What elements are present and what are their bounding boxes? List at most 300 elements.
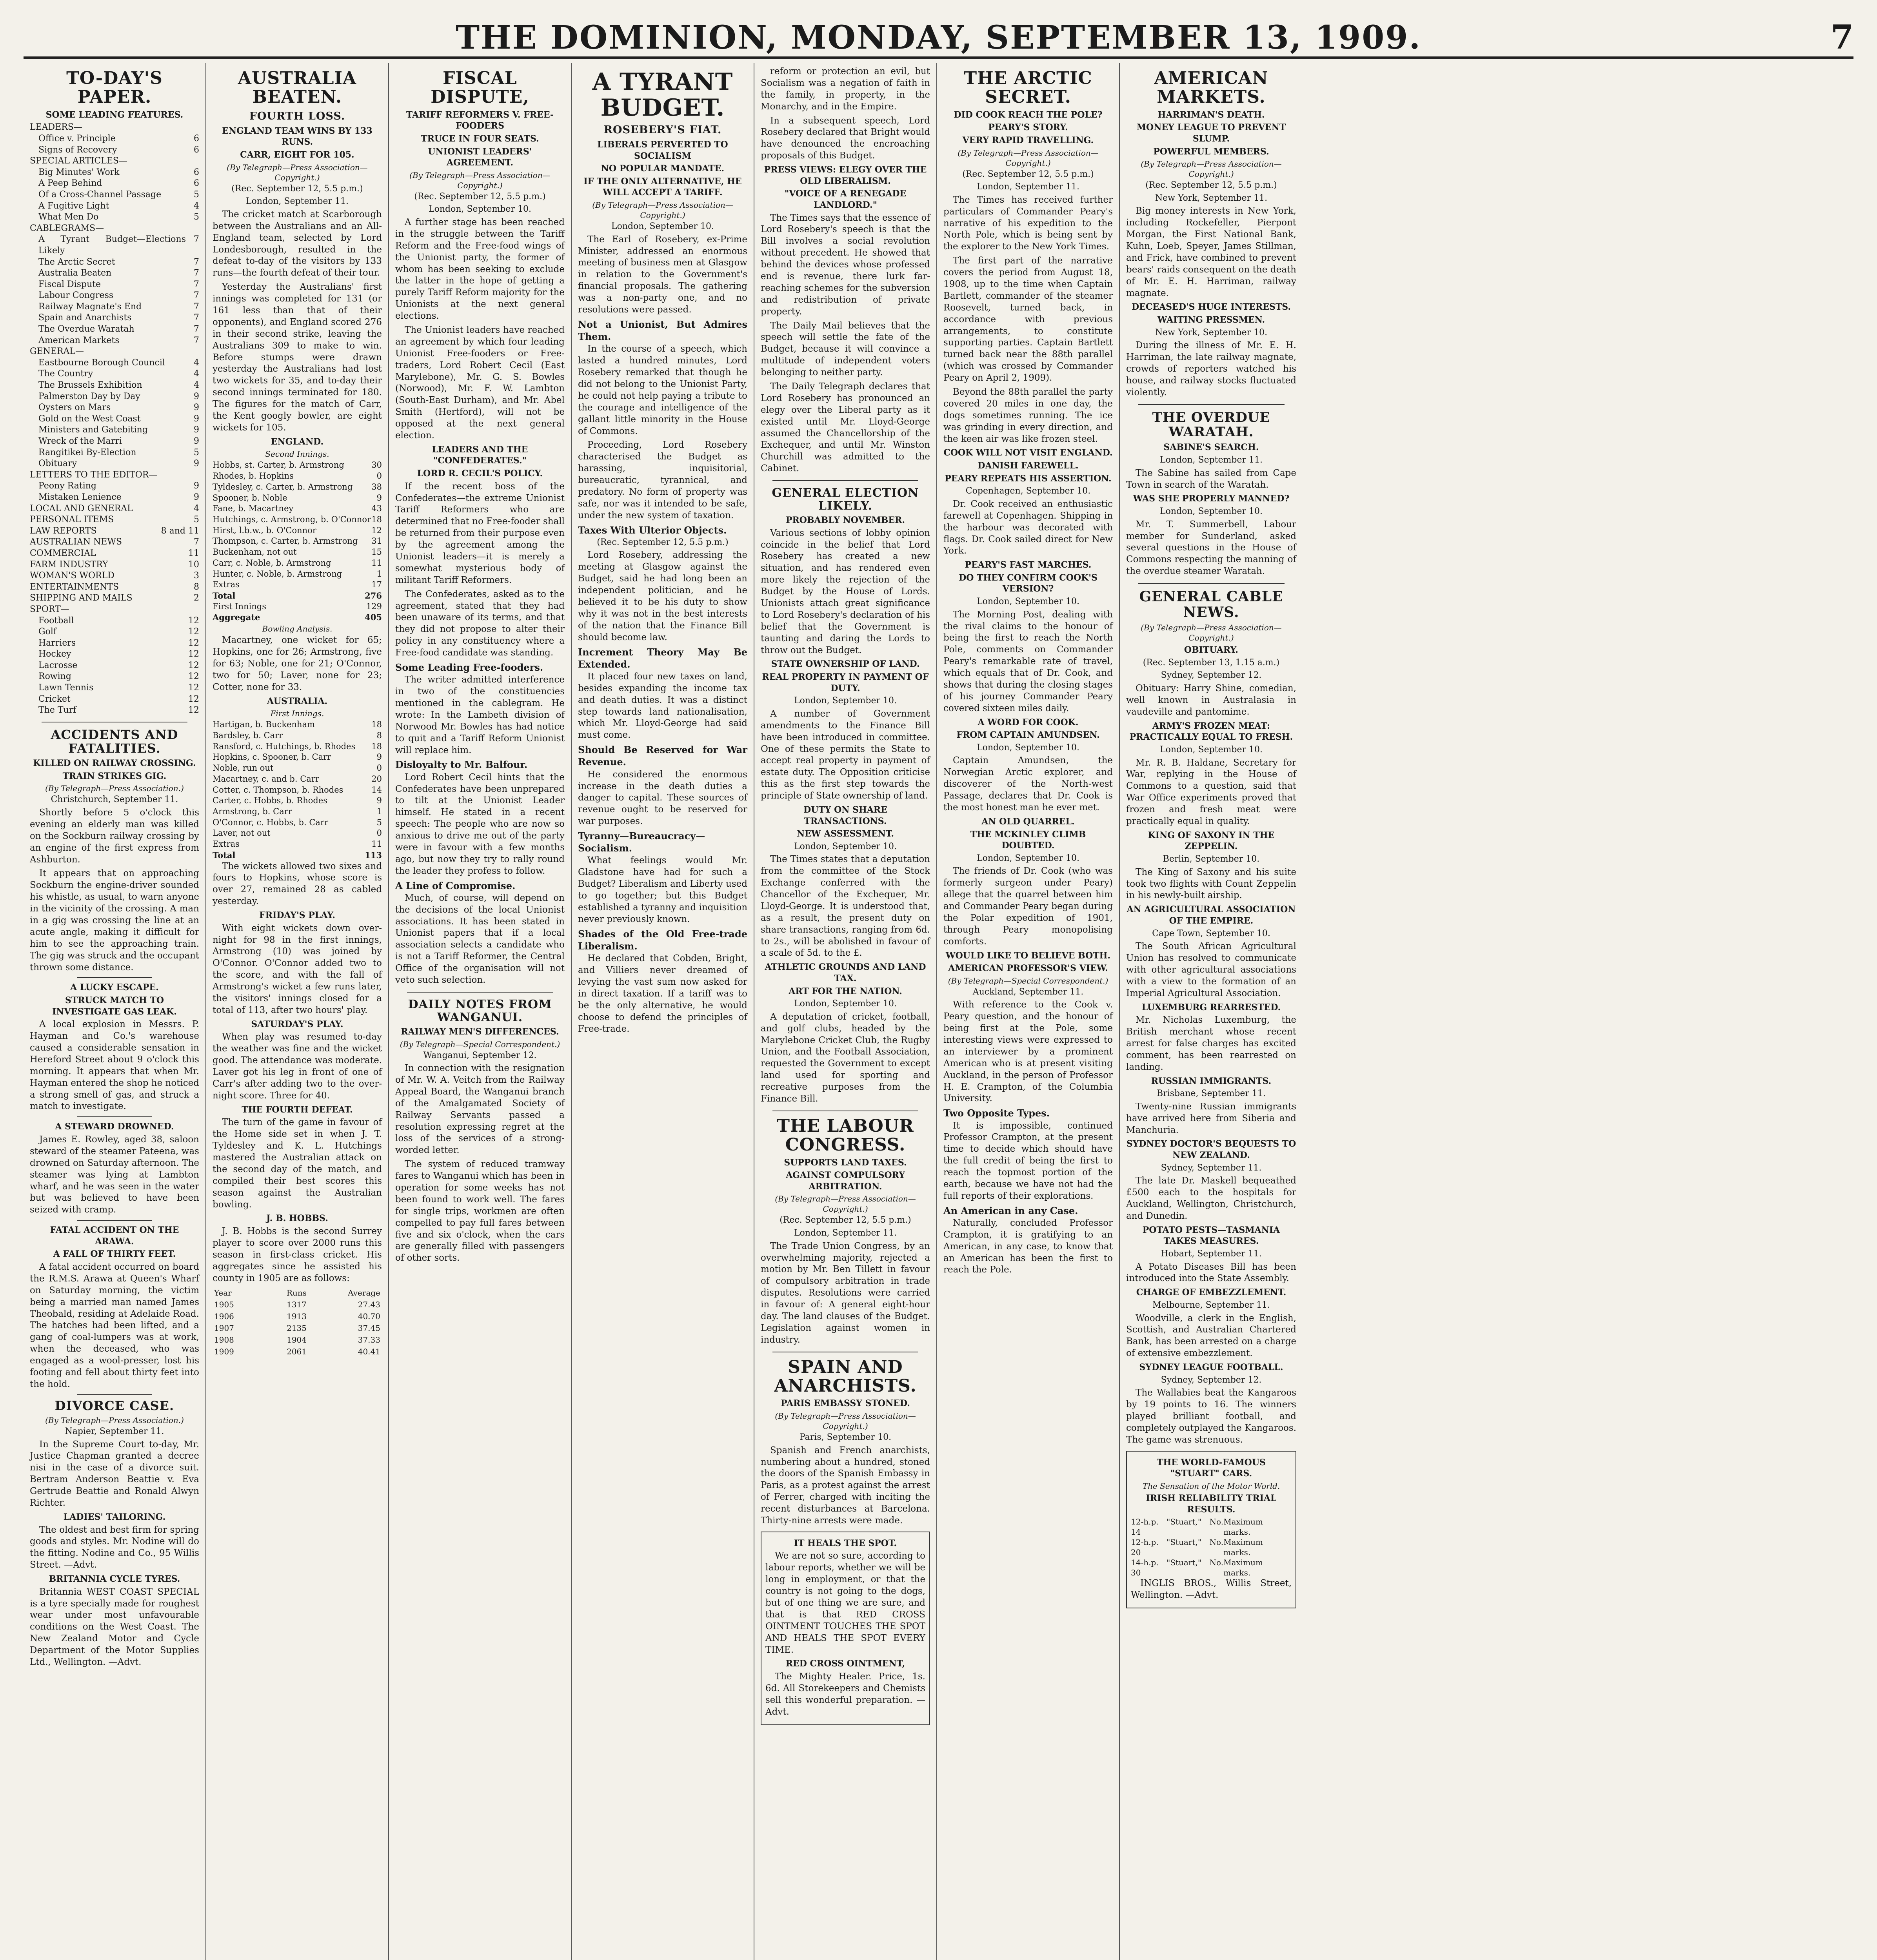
steward-headline: A STEWARD DROWNED. <box>55 1122 174 1132</box>
toc-item-label: Ministers and Gatebiting <box>38 425 148 435</box>
table-cell: 37.33 <box>358 1335 380 1345</box>
toc-item-page: 4 <box>194 369 199 379</box>
toc-item-label: PERSONAL ITEMS <box>30 515 114 525</box>
saturday-headline: SATURDAY'S PLAY. <box>251 1019 343 1029</box>
arctic-headline: THE ARCTIC SECRET. <box>964 68 1092 107</box>
toc-item-page: 9 <box>194 391 199 401</box>
labour-sub2: AGAINST COMPULSORY ARBITRATION. <box>786 1170 905 1192</box>
budget-section: Not a Unionist, But Admires Them. <box>578 318 747 343</box>
toc-item-label: SPECIAL ARTICLES— <box>30 156 127 166</box>
accidents-sub: KILLED ON RAILWAY CROSSING. <box>33 758 196 769</box>
score-line <box>213 525 382 536</box>
paragraph: Woodville, a clerk in the English, Scottish, and Australian Chartered Bank, has been arrested on a charge of extensive embezzlement. <box>1126 1313 1296 1359</box>
paragraph: Naturally, concluded Professor Crampton, it is gratifying to an American, in any case, to know that an American has been the first to reach the Pole. <box>943 1218 1113 1275</box>
result-marks: Maximum marks. <box>1223 1537 1263 1557</box>
toc-item <box>30 133 199 145</box>
share-duty-loc: London, September 10. <box>794 841 897 851</box>
paragraph: Twenty-nine Russian immigrants have arrived here from Siberia and Manchuria. <box>1126 1101 1296 1135</box>
australia-sub3: CARR, EIGHT FOR 105. <box>240 150 354 160</box>
batsman: Cotter, c. Thompson, b. Rhodes <box>213 785 343 795</box>
toc-item <box>30 638 199 649</box>
batsman: Armstrong, b. Carr <box>213 806 292 816</box>
runs: 43 <box>371 504 382 514</box>
toc-item-page: 6 <box>194 167 199 177</box>
table-row <box>213 1310 382 1322</box>
toc-item-label: Wreck of the Marri <box>38 436 122 446</box>
paragraph: In connection with the resignation of Mr. W. A. Veitch from the Railway Appeal Board, the Wanganui branch of the Amalgamated Society of Railway Servants passed a resolution expressing regret at the loss of the services of a strong-worded letter. <box>395 1063 565 1156</box>
paragraph: If the recent boss of the Confederates—the extreme Unionist Tariff Reformers who are determined that no Free-fooder shall be returned from their purpose even by the agreement among the Unionist leaders—it is merely a somewhat mysterious body of militant Tariff Reformers. <box>395 481 565 585</box>
paragraph: Much, of course, will depend on the decisions of the local Unionist associations. It has been stated in Unionist papers that if a local association selects a candidate who is not a Tariff Reformer, the Central Office of the organisation will not veto such selection. <box>395 893 565 985</box>
paragraph: The Sabine has sailed from Cape Town in search of the Waratah. <box>1126 468 1296 490</box>
wanganui-headline: DAILY NOTES FROM WANGANUI. <box>408 997 552 1024</box>
toc-item <box>30 682 199 694</box>
toc-item-label: Obituary <box>38 459 77 469</box>
paragraph: J. B. Hobbs is the second Surrey player to score over 2000 runs this season in first-class cricket. His aggregates since he assisted his county in 1905 are as follows: <box>213 1226 382 1283</box>
paragraph: Spanish and French anarchists, numbering about a hundred, stoned the doors of the Spanish Embassy in Paris, as a protest against the arrest of Ferrer, charged with inciting the recent disturbances at Barcelona. Thirty-nine arrests were made. <box>761 1445 930 1526</box>
runs: 9 <box>376 796 382 806</box>
toc-item-page: 7 <box>194 279 199 289</box>
runs: 1 <box>376 569 382 579</box>
quarrel-loc: London, September 10. <box>976 853 1079 863</box>
paragraph: The first part of the narrative covers the period from August 18, 1908, up to the time when Captain Bartlett, commander of the steamer Roosevelt, turned back, in accordance with previous arrangements, to constitute supporting parties. Captain Bartlett turned back near the 88th parallel (which was crossed by Commander Peary on April 2, 1909). <box>943 256 1113 383</box>
toc-item-page: 4 <box>194 380 199 390</box>
toc-item-label: Railway Magnate's End <box>38 301 142 312</box>
runs: 14 <box>371 785 382 795</box>
waratah-headline: THE OVERDUE WARATAH. <box>1152 409 1270 440</box>
markets-loc: New York, September 11. <box>1155 193 1268 203</box>
toc-item-page <box>186 470 199 481</box>
toc-item-label: Labour Congress <box>38 290 114 301</box>
toc-item <box>30 604 199 615</box>
toc-item-label: Australia Beaten <box>38 268 112 278</box>
paragraph: Dr. Cook received an enthusiastic farewell at Copenhagen. Shipping in the harbour was decorated with flags. Dr. Cook sailed direct for New York. <box>943 499 1113 556</box>
score-line <box>213 493 382 504</box>
harriman-headline: DECEASED'S HUGE INTERESTS. <box>1131 302 1291 312</box>
toc-item-page <box>186 223 199 234</box>
result-row <box>1131 1557 1292 1578</box>
batsman: Laver, not out <box>213 828 271 838</box>
paragraph: The Morning Post, dealing with the rival claims to the honour of being the first to reach the North Pole, comments on Commander Peary's remarkable rate of travel, which equals that of Dr. Cook, and shows that during the closing stages of his journey Commander Peary covered sixteen miles daily. <box>943 609 1113 713</box>
paragraph: The wickets allowed two sixes and fours to Hopkins, whose score is over 27, remained 28 as cabled yesterday. <box>213 861 382 907</box>
australia-loc: London, September 11. <box>245 196 349 207</box>
toc-item <box>30 436 199 447</box>
wanganui-credit: (By Telegraph—Special Correspondent.) <box>400 1039 560 1049</box>
batsman: Tyldesley, c. Carter, b. Armstrong <box>213 482 353 492</box>
general-cable-headline: GENERAL CABLE NEWS. <box>1139 588 1283 621</box>
toc-item-label: Big Minutes' Work <box>38 167 120 177</box>
embezzlement-loc: Melbourne, September 11. <box>1152 1300 1270 1310</box>
toc-item-label: Cricket <box>38 694 71 704</box>
wanganui-sub: RAILWAY MEN'S DIFFERENCES. <box>401 1026 559 1037</box>
accidents-credit: (By Telegraph—Press Association.) <box>45 784 184 793</box>
page-number: 7 <box>1830 18 1853 56</box>
election-sub: PROBABLY NOVEMBER. <box>785 515 905 526</box>
paragraph: Macartney, one wicket for 65; Hopkins, one for 26; Armstrong, five for 63; Noble, one for 21; O'Connor, two for 50; Laver, none for 23; Cotter, none for 33. <box>213 635 382 692</box>
markets-sub2: MONEY LEAGUE TO PREVENT SLUMP. <box>1136 122 1286 144</box>
score-line <box>213 752 382 763</box>
paragraph: Obituary: Harry Shine, comedian, well known in Australasia in vaudeville and pantomime. <box>1126 683 1296 717</box>
labour-date: (Rec. September 12, 5.5 p.m.) <box>780 1215 911 1225</box>
paragraph: INGLIS BROS., Willis Street, Wellington. —Advt. <box>1131 1578 1292 1601</box>
arctic-credit: (By Telegraph—Press Association—Copyright.) <box>958 148 1099 168</box>
table-cell: 37.45 <box>358 1323 380 1333</box>
paragraph: A deputation of cricket, football, and golf clubs, headed by the Marylebone Cricket Club, the Rugby Union, and the Football Association, requested the Government to except land used for sporting and recreative purposes from the Finance Bill. <box>761 1011 930 1104</box>
fourth-defeat-headline: THE FOURTH DEFEAT. <box>242 1104 353 1115</box>
state-land-loc: London, September 10. <box>794 696 897 706</box>
batsman: Rhodes, b. Hopkins <box>213 471 294 481</box>
advert-results <box>1131 1517 1292 1578</box>
toc-item <box>30 212 199 223</box>
toc-item-page <box>186 604 199 615</box>
paragraph: In the course of a speech, which lasted a hundred minutes, Lord Rosebery remarked that though he did not belong to the Unionist Party, he could not help paying a tribute to the courage and intelligence of the gallant little minority in the House of Commons. <box>578 344 747 436</box>
toc-item-page: 7 <box>194 257 199 267</box>
paragraph: The Unionist leaders have reached an agreement by which four leading Unionist Free-fooders or Free-traders, Lord Robert Cecil (East Marylebone), Mr. G. S. Bowles (Norwood), Mr. F. W. Lambton (South-East Durham), and Mr. Abel Smith (Hertford), will not be opposed at the next general election. <box>395 325 565 441</box>
paragraph: The late Dr. Maskell bequeathed £500 each to the hospitals for Auckland, Wellington, Christchurch, and Dunedin. <box>1126 1176 1296 1221</box>
score-line <box>213 482 382 493</box>
toc-item <box>30 178 199 189</box>
spain-loc: Paris, September 10. <box>799 1432 892 1443</box>
toc-item <box>30 425 199 436</box>
paragraph: The Confederates, asked as to the agreement, stated that they had been unaware of its terms, and that they did not propose to alter their policy in any constituency where a Free-food candidate was standing. <box>395 589 565 658</box>
toc-item-page: 9 <box>194 481 199 491</box>
toc-item-page: 12 <box>188 671 199 682</box>
toc-item <box>30 660 199 671</box>
score-line <box>213 785 382 796</box>
toc-item-label: SPORT— <box>30 604 69 614</box>
column-7 <box>1120 63 1303 1960</box>
toc-item <box>30 346 199 358</box>
runs: 31 <box>371 536 382 546</box>
paragraph: A local explosion in Messrs. P. Hayman and Co.'s warehouse caused a considerable sensation in Hereford Street about 9 o'clock this morning. It appears that when Mr. Hayman entered the shop he noticed a strong smell of gas, and struck a match to investigate. <box>30 1019 200 1112</box>
press-views-sub: "VOICE OF A RENEGADE LANDLORD." <box>784 189 907 210</box>
australia-credit: (By Telegraph—Press Association—Copyright.) <box>227 162 368 182</box>
stuart-cars-advert <box>1126 1451 1296 1608</box>
score-line <box>213 817 382 828</box>
toc-item-label: Palmerston Day by Day <box>38 391 140 401</box>
toc-item <box>30 649 199 660</box>
toc-item-label: GENERAL— <box>30 347 84 357</box>
runs: 18 <box>371 514 382 524</box>
athletic-headline: ATHLETIC GROUNDS AND LAND TAX. <box>765 962 926 984</box>
arctic-section: Two Opposite Types. <box>943 1107 1050 1119</box>
toc-item <box>30 570 199 582</box>
batsman: Thompson, c. Carter, b. Armstrong <box>213 536 358 546</box>
table-row <box>213 1346 382 1357</box>
budget-section: Tyranny—Bureaucracy—Socialism. <box>578 830 705 854</box>
paragraph: James E. Rowley, aged 38, saloon steward of the steamer Pateena, was drowned on Saturday afternoon. The steamer was lying at Lambton wharf, and he was seen in the water but was believed to have been seized with cramp. <box>30 1134 199 1215</box>
arctic-date: (Rec. September 12, 5.5 p.m.) <box>962 169 1094 179</box>
batsman: Ransford, c. Hutchings, b. Rhodes <box>213 741 356 751</box>
budget-section: Increment Theory May Be Extended. <box>578 646 747 670</box>
budget-sub2: LIBERALS PERVERTED TO SOCIALISM <box>597 140 728 161</box>
runs: 0 <box>376 471 382 481</box>
league-loc: Sydney, September 12. <box>1161 1375 1262 1385</box>
toc-item-page: 6 <box>194 145 199 155</box>
score-line <box>213 536 382 547</box>
australia-innings-sub: First Innings. <box>270 709 324 719</box>
table-row <box>213 1299 382 1310</box>
toc-item-page: 5 <box>194 447 199 457</box>
score-line <box>213 569 382 580</box>
toc-item <box>30 481 199 492</box>
labour-loc: London, September 11. <box>794 1228 897 1238</box>
toc-item-page: 5 <box>194 212 199 222</box>
embezzlement-headline: CHARGE OF EMBEZZLEMENT. <box>1136 1287 1286 1298</box>
paragraph: The Earl of Rosebery, ex-Prime Minister, addressed an enormous meeting of business men at Glasgow in relation to the Government's financial proposals. The gathering was a non-party one, and no resolutions were passed. <box>578 234 747 315</box>
toc-item-page: 4 <box>194 201 199 211</box>
table-cell: 40.41 <box>358 1347 380 1356</box>
toc-item <box>30 705 199 716</box>
toc-item-page: 8 <box>194 582 199 592</box>
australia-date: (Rec. September 12, 5.5 p.m.) <box>231 183 363 194</box>
batsman: Extras <box>213 839 240 849</box>
toc-item-label: The Country <box>38 369 93 379</box>
runs: 30 <box>371 460 382 470</box>
toc-item-label: The Arctic Secret <box>38 257 115 267</box>
toc-subtitle: SOME LEADING FEATURES. <box>45 109 184 120</box>
toc-item-page: 12 <box>188 615 199 626</box>
army-headline: ARMY'S FROZEN MEAT: PRACTICALLY EQUAL TO FRESH. <box>1129 720 1293 742</box>
paragraph: Shortly before 5 o'clock this evening an elderly man was killed on the Sockburn railway crossing by an engine of the first express from Ashburton. <box>30 808 199 865</box>
arctic-section: An American in any Case. <box>943 1205 1078 1216</box>
markets-sub1: HARRIMAN'S DEATH. <box>1157 109 1265 120</box>
result-car: 12-h.p. "Stuart," No. 14 <box>1131 1517 1224 1537</box>
spain-sub: PARIS EMBASSY STONED. <box>781 1398 910 1409</box>
toc-item-label: American Markets <box>38 335 120 345</box>
toc-item <box>30 223 199 234</box>
paragraph: A number of Government amendments to the Finance Bill have been introduced in committee. One of these permits the State to accept real property in payment of estate duty. The Opposition criticise this as the first step towards the principle of State ownership of land. <box>761 708 930 801</box>
runs: 8 <box>376 730 382 740</box>
toc-item <box>30 145 199 156</box>
toc-item <box>30 324 199 335</box>
table-header-cell: Average <box>348 1288 380 1298</box>
paragraph: Lord Rosebery, addressing the meeting at Glasgow against the Budget, said he had long been an independent politician, and he believed it to be his duty to show why it was not in the best interests of the nation that the Finance Bill should become law. <box>578 550 747 642</box>
runs: 18 <box>371 741 382 751</box>
result-row <box>1131 1517 1292 1537</box>
toc-item <box>30 514 199 526</box>
toc-list <box>30 122 199 716</box>
amundsen-headline: A WORD FOR COOK. <box>978 717 1079 728</box>
fiscal-section: A Line of Compromise. <box>395 880 516 891</box>
toc-item-page: 9 <box>194 425 199 435</box>
toc-item-label: LAW REPORTS <box>30 526 97 536</box>
toc-item-page: 2 <box>194 593 199 603</box>
agri-loc: Cape Town, September 10. <box>1152 928 1270 938</box>
column-2 <box>206 63 389 1960</box>
paragraph: He declared that Cobden, Bright, and Villiers never dreamed of levying the vast sum now asked for in direct taxation. If a tariff was to be the only alternative, he would choose to defend the principles of Free-trade. <box>578 953 747 1034</box>
masthead <box>24 16 1853 59</box>
result-marks: Maximum marks. <box>1223 1517 1263 1537</box>
toc-item-label: The Brussels Exhibition <box>38 380 142 390</box>
advert-title: THE WORLD-FAMOUS "STUART" CARS. <box>1157 1457 1266 1479</box>
toc-item-page: 12 <box>188 705 199 715</box>
toc-item-page: 10 <box>188 559 199 570</box>
toc-item <box>30 694 199 705</box>
toc-item <box>30 312 199 324</box>
toc-item-label: COMMERCIAL <box>30 548 96 558</box>
paragraph: In a subsequent speech, Lord Rosebery declared that Bright would have denounced the encroaching proposals of this Budget. <box>761 115 930 161</box>
toc-item <box>30 167 199 178</box>
result-car: 12-h.p. "Stuart," No. 20 <box>1131 1537 1224 1557</box>
budget-headline: A TYRANT BUDGET. <box>592 68 733 122</box>
paragraph: A fatal accident occurred on board the R.M.S. Arawa at Queen's Wharf on Saturday morning, the victim being a married man named James Theobald, residing at Adelaide Road. The hatches had been lifted, and a gang of coal-lumpers was at work, when the deceased, who was engaged as a wool-presser, lost his footing and fell about thirty feet into the hold. <box>30 1261 199 1389</box>
agri-headline: AN AGRICULTURAL ASSOCIATION OF THE EMPIRE. <box>1127 904 1296 926</box>
england-subheading: Second Innings. <box>265 449 329 459</box>
paragraph: The Daily Telegraph declares that Lord Rosebery has pronounced an elegy over the Liberal party as it existed until Mr. Lloyd-George assumed the Chancellorship of the Exchequer, and until Mr. Winston Churchill was admitted to the Cabinet. <box>761 381 930 474</box>
australia-sub2: ENGLAND TEAM WINS BY 133 RUNS. <box>222 125 372 147</box>
toc-item <box>30 122 199 133</box>
divorce-dateline: Napier, September 11. <box>65 1426 164 1436</box>
score-line <box>213 514 382 525</box>
paragraph: We are not so sure, according to labour reports, whether we will be long in employment, or that the country is not going to the dogs, but of one thing we are sure, and that is that RED CROSS OINTMENT TOUCHES THE SPOT AND HEALS THE SPOT EVERY TIME. <box>765 1551 925 1655</box>
batsman: Macartney, c. and b. Carr <box>213 774 319 784</box>
arawa-headline: FATAL ACCIDENT ON THE ARAWA. <box>50 1225 179 1247</box>
spain-headline: SPAIN AND ANARCHISTS. <box>774 1357 917 1396</box>
lucky-sub: STRUCK MATCH TO INVESTIGATE GAS LEAK. <box>52 995 177 1017</box>
toc-item-page: 9 <box>194 459 199 469</box>
paragraph: The Times has received further particulars of Commander Peary's narrative of his expedition to the North Pole, which is being sent by the explorer to the New York Times. <box>943 194 1113 252</box>
toc-item-page: 7 <box>194 301 199 312</box>
russian-loc: Brisbane, September 11. <box>1157 1089 1266 1099</box>
toc-item-page: 7 <box>194 324 199 334</box>
toc-item-label: The Overdue Waratah <box>38 324 134 334</box>
advert-sub2: IRISH RELIABILITY TRIAL RESULTS. <box>1146 1493 1277 1515</box>
result-marks: Maximum marks. <box>1223 1558 1263 1578</box>
paragraph: A Potato Diseases Bill has been introduced into the State Assembly. <box>1126 1261 1296 1284</box>
toc-item <box>30 414 199 425</box>
toc-item-label: A Fugitive Light <box>38 201 109 211</box>
toc-item-label: ENTERTAINMENTS <box>30 582 119 592</box>
paragraph: Beyond the 88th parallel the party covered 20 miles in one day, the dogs sometimes running. The ice was grinding in every direction, and the keen air was like frozen steel. <box>943 387 1113 444</box>
sydney-doctor-headline: SYDNEY DOCTOR'S BEQUESTS TO NEW ZEALAND. <box>1126 1139 1296 1161</box>
toc-item-page: 11 <box>188 548 199 558</box>
toc-item-label: Fiscal Dispute <box>38 279 101 289</box>
toc-item-label: Of a Cross-Channel Passage <box>38 189 162 200</box>
athletic-loc: London, September 10. <box>794 999 897 1009</box>
arctic-sub2: PEARY'S STORY. <box>988 122 1068 133</box>
table-row <box>213 1322 382 1334</box>
toc-item-page: 7 <box>194 313 199 323</box>
amundsen-loc: London, September 10. <box>976 742 1079 753</box>
toc-item-page <box>186 346 199 358</box>
score-line <box>213 839 382 850</box>
state-land-headline: STATE OWNERSHIP OF LAND. <box>771 659 920 670</box>
batsman: Carter, c. Hobbs, b. Rhodes <box>213 796 328 806</box>
toc-item <box>30 391 199 403</box>
table-cell: 27.43 <box>358 1299 380 1309</box>
paragraph: He considered the enormous increase in the death duties a danger to capital. These sources of revenue ought to be reserved for war purposes. <box>578 769 747 827</box>
toc-item <box>30 257 199 268</box>
toc-item <box>30 335 199 347</box>
sydney-doctor-loc: Sydney, September 11. <box>1161 1163 1262 1173</box>
toc-item <box>30 671 199 682</box>
wanganui-date: Wanganui, September 12. <box>423 1050 537 1060</box>
russian-headline: RUSSIAN IMMIGRANTS. <box>1151 1076 1272 1086</box>
labour-headline: THE LABOUR CONGRESS. <box>777 1116 914 1155</box>
budget-loc: London, September 10. <box>611 221 714 232</box>
toc-item <box>30 301 199 313</box>
table-header-cell: Runs <box>286 1288 307 1298</box>
fiscal-sub4: LEADERS AND THE "CONFEDERATES." <box>432 444 528 466</box>
score-first-innings: First Innings 129 <box>213 601 382 611</box>
potato-headline: POTATO PESTS—TASMANIA TAKES MEASURES. <box>1142 1225 1280 1247</box>
toc-item-page: 9 <box>194 436 199 446</box>
table-cell: 1317 <box>287 1299 307 1309</box>
masthead-title: THE DOMINION, MONDAY, SEPTEMBER 13, 1909. <box>456 19 1421 56</box>
budget-credit: (By Telegraph—Press Association—Copyright.) <box>592 200 733 220</box>
runs: 9 <box>376 752 382 762</box>
toc-item <box>30 402 199 414</box>
batsman: Buckenham, not out <box>213 547 297 557</box>
runs: 38 <box>371 482 382 492</box>
army-loc: London, September 10. <box>1159 744 1263 755</box>
toc-item <box>30 268 199 279</box>
toc-item-label: A Peep Behind <box>38 178 102 189</box>
runs: 0 <box>376 828 382 838</box>
ladies-headline: LADIES' TAILORING. <box>63 1512 166 1522</box>
fiscal-loc: London, September 10. <box>428 204 531 214</box>
arctic-loc: London, September 11. <box>976 182 1079 192</box>
toc-item <box>30 458 199 470</box>
paragraph: During the illness of Mr. E. H. Harriman, the late railway magnate, crowds of reporters watched his house, and railway stocks fluctuated violently. <box>1126 340 1296 397</box>
toc-item-page: 12 <box>188 683 199 693</box>
toc-item-label: Lawn Tennis <box>38 683 94 693</box>
share-duty-headline: DUTY ON SHARE TRANSACTIONS. <box>803 804 887 826</box>
score-line <box>213 558 382 569</box>
batsman: Bardsley, b. Carr <box>213 730 283 740</box>
cook-headline: COOK WILL NOT VISIT ENGLAND. <box>943 448 1113 458</box>
table-cell: 40.70 <box>358 1311 380 1321</box>
toc-item <box>30 201 199 212</box>
believe-headline: WOULD LIKE TO BELIEVE BOTH. <box>945 950 1111 961</box>
batsman: Hutchings, c. Armstrong, b. O'Connor <box>213 514 371 524</box>
paragraph: The writer admitted interference in two of the constituencies mentioned in the cablegram. He wrote: In the Lambeth division of Norwood Mr. Bowles has had notice to quit and a Tariff Reform Unionist will replace him. <box>395 675 565 755</box>
batsman: O'Connor, c. Hobbs, b. Carr <box>213 817 329 827</box>
markets-headline: AMERICAN MARKETS. <box>1154 68 1268 107</box>
fast-headline: PEARY'S FAST MARCHES. <box>965 560 1092 570</box>
luxemburg-headline: LUXEMBURG REARRESTED. <box>1141 1002 1281 1013</box>
toc-item-label: The Turf <box>38 705 76 715</box>
paragraph: Various sections of lobby opinion coincide in the belief that Lord Rosebery has created a new situation, and has rendered even more likely the rejection of the Budget by the House of Lords. Unionists attach great significance to Lord Rosebery's declaration of his belief that the Government is taunting and daring the Lords to throw out the Budget. <box>761 528 930 655</box>
table-cell: 1904 <box>287 1335 307 1345</box>
markets-credit: (By Telegraph—Press Association—Copyright.) <box>1141 159 1282 179</box>
paragraph: The system of reduced tramway fares to Wanganui which has been in operation for some weeks has not been found to work well. The fares for single trips, workmen are often compelled to pay full fares between five and six o'clock, when the cars are generally filled with passengers of other sorts. <box>395 1159 565 1263</box>
toc-item <box>30 615 199 627</box>
toc-item-label: Peony Rating <box>38 481 96 491</box>
score-total: Total 276 <box>213 590 382 601</box>
fiscal-date: (Rec. September 12, 5.5 p.m.) <box>414 191 546 201</box>
obituary-headline: OBITUARY. <box>1184 645 1239 655</box>
toc-item-page: 9 <box>194 403 199 413</box>
toc-item-page: 7 <box>194 290 199 301</box>
bowling-heading: Bowling Analysis. <box>262 624 333 634</box>
paragraph: The cricket match at Scarborough between the Australians and an All-England team, selected by Lord Londesborough, resulted in the defeat to-day of the visitors by 133 runs—the fourth defeat of their tour. <box>213 209 382 278</box>
toc-item-page: 12 <box>188 638 199 648</box>
runs: 5 <box>376 817 382 827</box>
fiscal-sub3: UNIONIST LEADERS' AGREEMENT. <box>428 146 532 168</box>
toc-item <box>30 593 199 604</box>
accidents-sub2: TRAIN STRIKES GIG. <box>62 771 167 781</box>
share-duty-sub: NEW ASSESSMENT. <box>796 829 894 839</box>
obituary-date: (Rec. September 13, 1.15 a.m.) <box>1143 657 1280 668</box>
cook-sub: DANISH FAREWELL. <box>978 461 1079 471</box>
paragraph: Proceeding, Lord Rosebery characterised the Budget as harassing, inquisitorial, bureaucratic, tyrannical, and predatory. No form of property was safe, nor was it intended to be safe, under the new system of taxation. <box>578 440 747 521</box>
toc-item <box>30 189 199 201</box>
saxony-loc: Berlin, September 10. <box>1163 854 1260 864</box>
score-line <box>213 828 382 839</box>
toc-item <box>30 380 199 391</box>
budget-sub1: ROSEBERY'S FIAT. <box>603 124 722 136</box>
